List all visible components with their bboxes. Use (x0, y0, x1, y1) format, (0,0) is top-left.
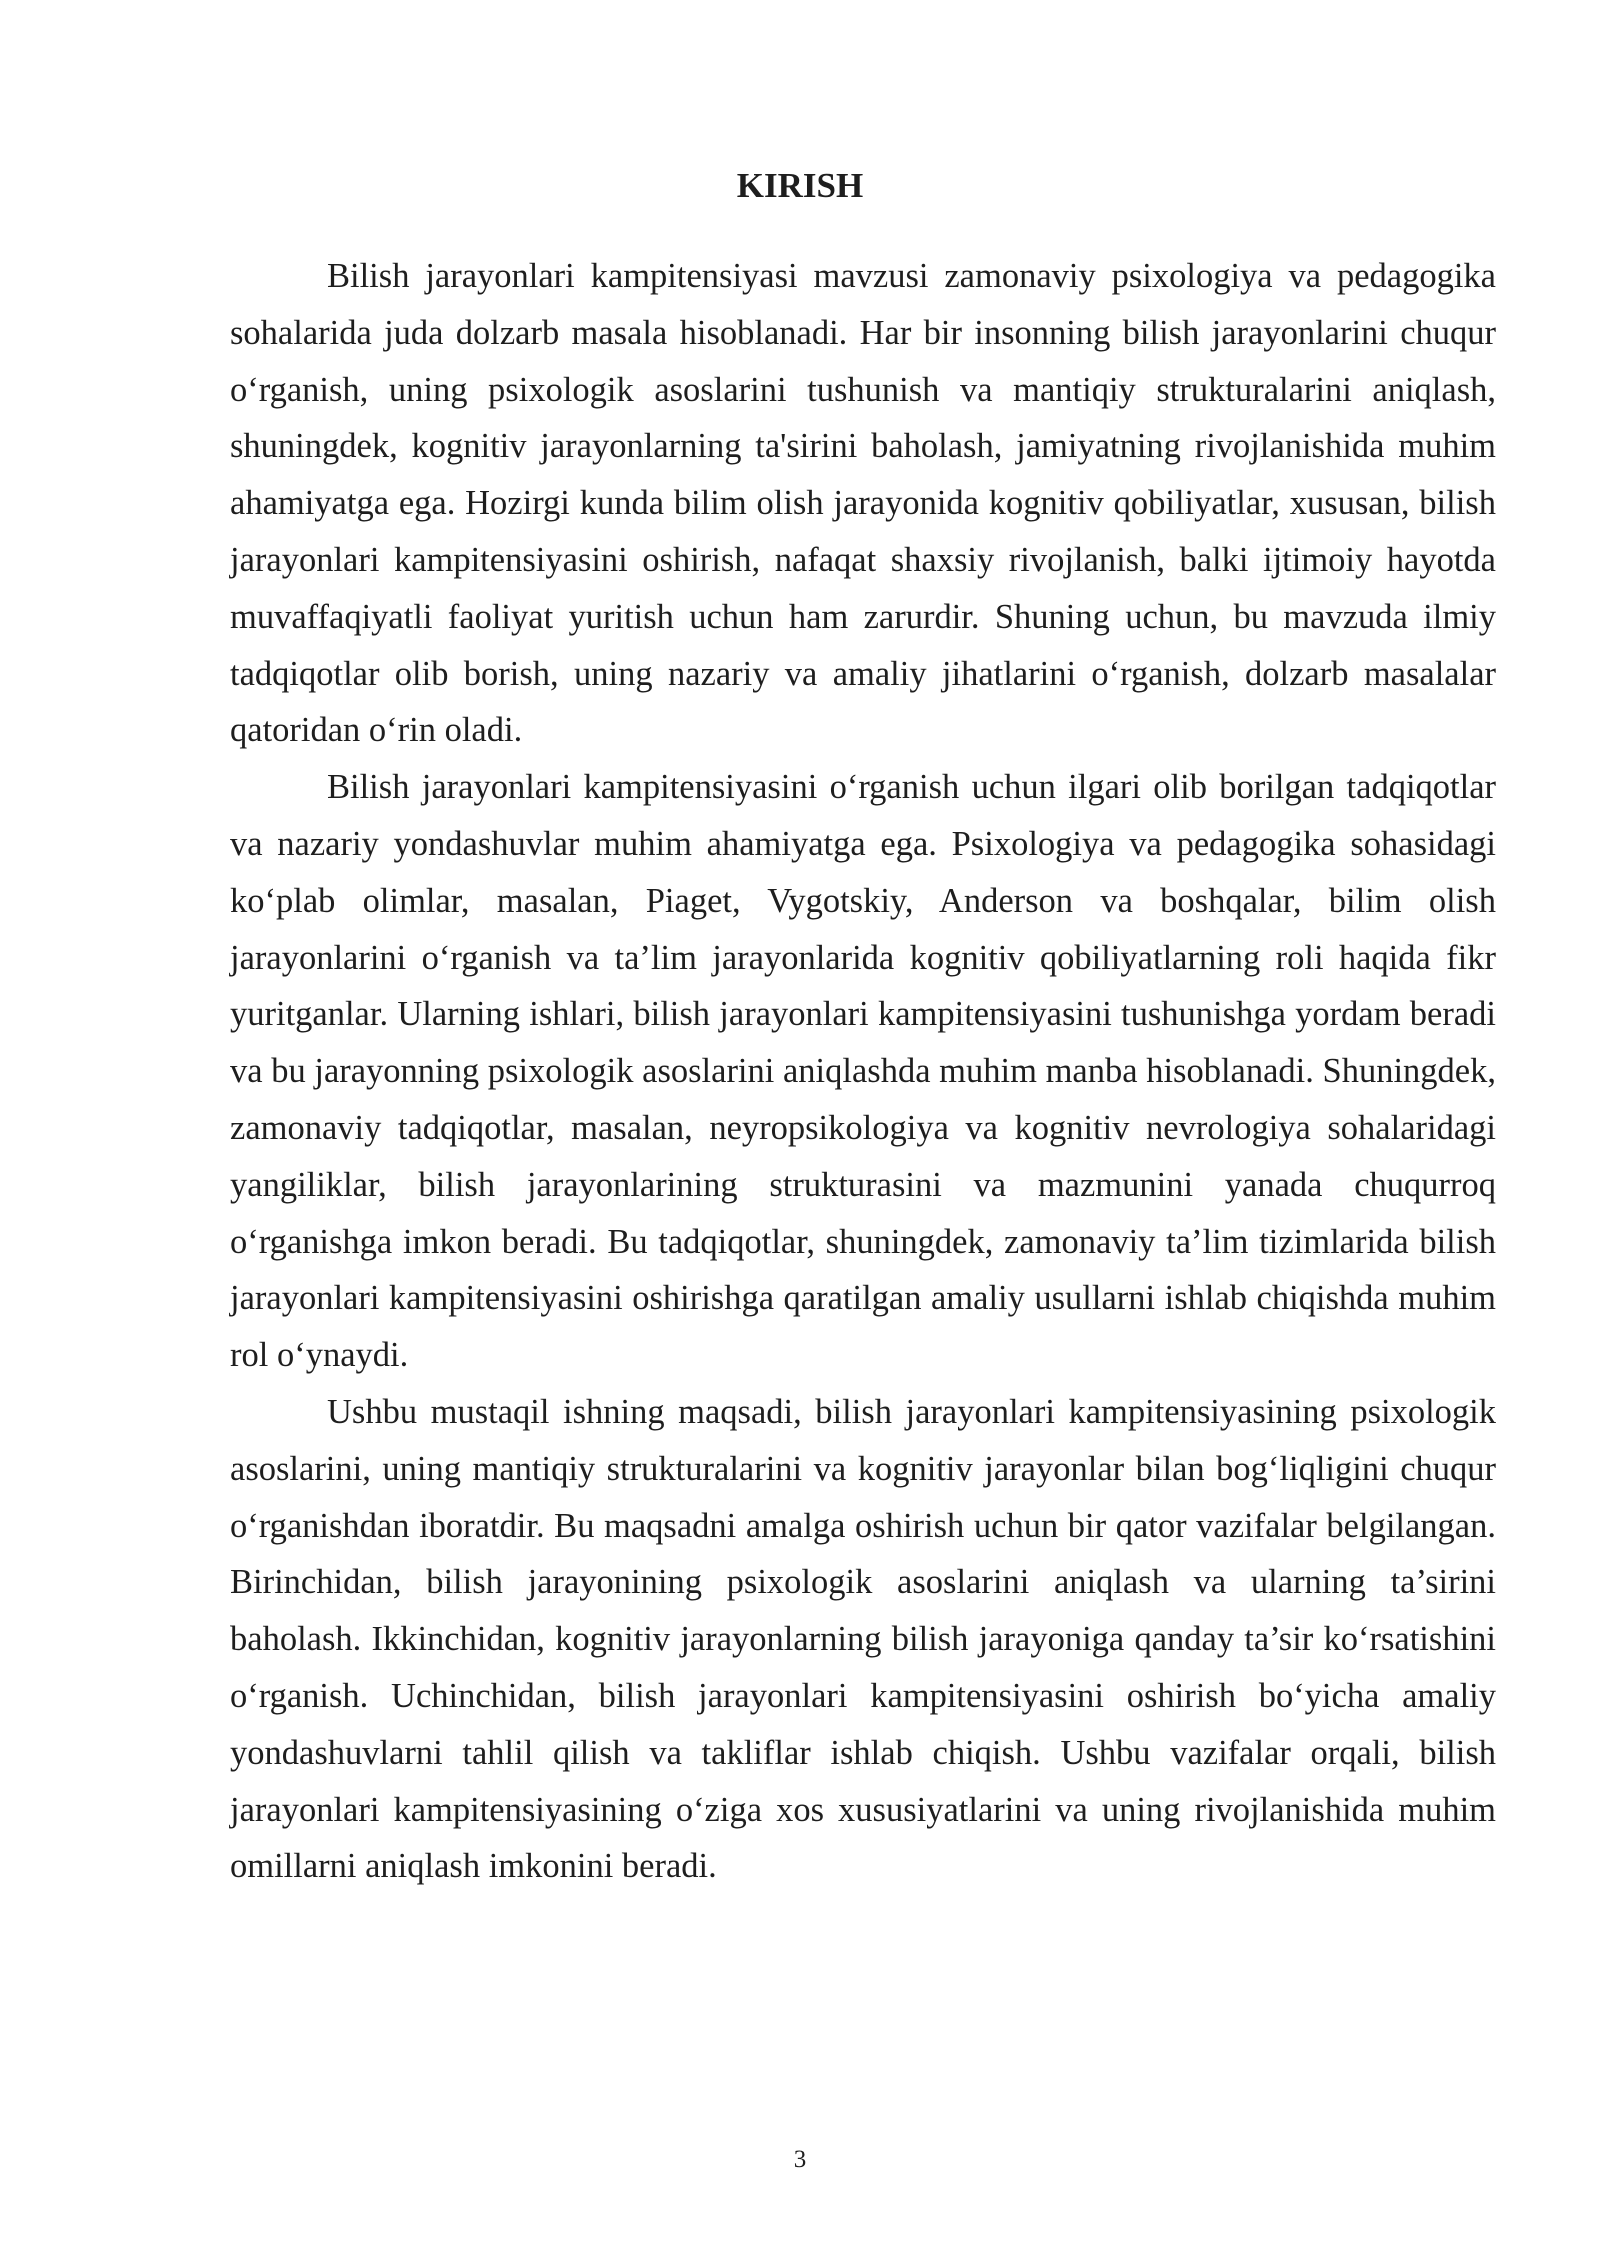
paragraph-3: Ushbu mustaqil ishning maqsadi, bilish jarayonlari kampitensiyasining psixologik asoslarini, uning mantiqiy strukturalarini va kognitiv jarayonlar bilan bog‘liqligini chuqur o‘rganishdan iboratdir. Bu maqsadni amalga oshirish uchun bir qator vazifalar belgilangan. Birinchidan, bilish jarayonining psixologik asoslarini aniqlash va ularning ta’sirini baholash. Ikkinchidan, kognitiv jarayonlarning bilish jarayoniga qanday ta’sir ko‘rsatishini o‘rganish. Uchinchidan, bilish jarayonlari kampitensiyasini oshirish bo‘yicha amaliy yondashuvlarni tahlil qilish va takliflar ishlab chiqish. Ushbu vazifalar orqali, bilish jarayonlari kampitensiyasining o‘ziga xos xususiyatlarini va uning rivojlanishida muhim omillarni aniqlash imkonini beradi. (230, 1392, 1496, 1886)
section-heading: KIRISH (736, 166, 864, 205)
body-text (230, 248, 1496, 1895)
paragraph-1: Bilish jarayonlari kampitensiyasi mavzusi zamonaviy psixologiya va pedagogika sohalarida juda dolzarb masala hisoblanadi. Har bir insonning bilish jarayonlarini chuqur o‘rganish, uning psixologik asoslarini tushunish va mantiqiy strukturalarini aniqlash, shuningdek, kognitiv jarayonlarning ta'sirini baholash, jamiyatning rivojlanishida muhim ahamiyatga ega. Hozirgi kunda bilim olish jarayonida kognitiv qobiliyatlar, xususan, bilish jarayonlari kampitensiyasini oshirish, nafaqat shaxsiy rivojlanish, balki ijtimoiy hayotda muvaffaqiyatli faoliyat yuritish uchun ham zarurdir. Shuning uchun, bu mavzuda ilmiy tadqiqotlar olib borish, uning nazariy va amaliy jihatlarini o‘rganish, dolzarb masalalar qatoridan o‘rin oladi. (230, 257, 1496, 750)
page-number: 3 (793, 2146, 807, 2173)
paragraph-2: Bilish jarayonlari kampitensiyasini o‘rganish uchun ilgari olib borilgan tadqiqotlar va nazariy yondashuvlar muhim ahamiyatga ega. Psixologiya va pedagogika sohasidagi ko‘plab olimlar, masalan, Piaget, Vygotskiy, Anderson va boshqalar, bilim olish jarayonlarini o‘rganish va ta’lim jarayonlarida kognitiv qobiliyatlarning roli haqida fikr yuritganlar. Ularning ishlari, bilish jarayonlari kampitensiyasini tushunishga yordam beradi va bu jarayonning psixologik asoslarini aniqlashda muhim manba hisoblanadi. Shuningdek, zamonaviy tadqiqotlar, masalan, neyropsikologiya va kognitiv nevrologiya sohalaridagi yangiliklar, bilish jarayonlarining strukturasini va mazmunini yanada chuqurroq o‘rganishga imkon beradi. Bu tadqiqotlar, shuningdek, zamonaviy ta’lim tizimlarida bilish jarayonlari kampitensiyasini oshirishga qaratilgan amaliy usullarni ishlab chiqishda muhim rol o‘ynaydi. (230, 768, 1496, 1375)
